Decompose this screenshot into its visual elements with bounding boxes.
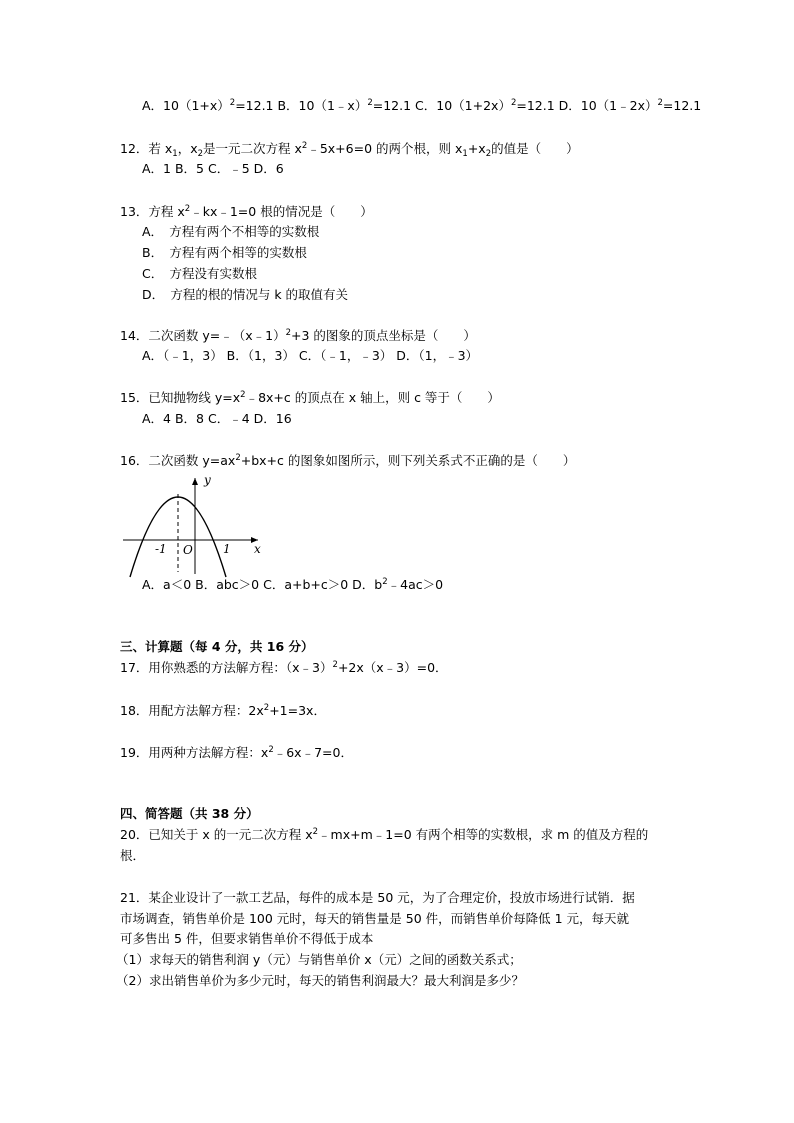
q21-line-3: 可多售出 5 件，但要求销售单价不得低于成本 xyxy=(120,931,374,946)
q15-stem: 15．已知抛物线 $y=x^2﹣8x+c$ 的顶点在 x 轴上，则 c 等于（ ） xyxy=(120,390,500,405)
tick-neg1-label: -1 xyxy=(155,542,167,556)
q16-stem: 16．二次函数 $y=ax^2+bx+c$ 的图象如图所示，则下列关系式不正确的是（ ） xyxy=(120,453,576,468)
q13-stem: 13．方程 $x^2﹣kx﹣1=0$ 根的情况是（ ） xyxy=(120,204,373,219)
y-axis-label: y xyxy=(204,473,211,487)
q20-line-2: 根． xyxy=(120,848,146,863)
q21-sub-1: （1）求每天的销售利润 y（元）与销售单价 x（元）之间的函数关系式； xyxy=(116,952,522,967)
x-axis-label: x xyxy=(254,542,261,556)
parabola-figure xyxy=(118,470,268,580)
q13-option-a: A． 方程有两个不相等的实数根 xyxy=(142,224,320,239)
q12-options: A．1 B．5 C．﹣5 D．6 xyxy=(142,161,284,176)
origin-label: O xyxy=(183,543,193,557)
q14-options: A．（﹣1，3） B．（1，3） C．（﹣1，﹣3） D．（1，﹣3） xyxy=(142,348,479,363)
q21-line-1: 21．某企业设计了一款工艺品，每件的成本是 50 元，为了合理定价，投放市场进行试销．据 xyxy=(120,890,635,905)
q19-stem: 19．用两种方法解方程：$x^2﹣6x﹣7=0$． xyxy=(120,745,353,760)
tick-1-label: 1 xyxy=(223,542,231,556)
q11-options: A．$10(1+x)^2=12.1$ B．10（1﹣x）$^2$=12.1 C．$10(1+2x)^2=12.1$ D．10（1﹣2x）$^2$=12.1 xyxy=(142,98,702,113)
q14-stem: 14．二次函数 y=﹣（x﹣1）$^2$+3 的图象的顶点坐标是（ ） xyxy=(120,328,476,343)
q13-option-c: C． 方程没有实数根 xyxy=(142,266,257,281)
q20-line-1: 20．已知关于 x 的一元二次方程 $x^2﹣mx+m﹣1=0$ 有两个相等的实数根，求 m 的值及方程的 xyxy=(120,827,649,842)
q16-options: A．a＜0 B．abc＞0 C．a+b+c＞0 D．$b^2﹣4ac>0$ xyxy=(142,577,444,592)
section-3-title: 三、计算题（每 4 分，共 16 分） xyxy=(120,639,314,654)
q18-stem: 18．用配方法解方程：$2x^2+1=3x$． xyxy=(120,703,326,718)
q21-sub-2: （2）求出销售单价为多少元时，每天的销售利润最大？最大利润是多少？ xyxy=(116,973,524,988)
q12-stem: 12．若 $x_1$，$x_2$是一元二次方程 $x^2﹣5x+6=0$ 的两个根，则 $x_1+x_2$的值是（ ） xyxy=(120,141,579,159)
q13-option-b: B． 方程有两个相等的实数根 xyxy=(142,245,307,260)
y-axis-arrow xyxy=(192,478,198,485)
q15-options: A．4 B．8 C．﹣4 D．16 xyxy=(142,411,292,426)
q17-stem: 17．用你熟悉的方法解方程：（x﹣3）$^2$+2x（x﹣3）=0． xyxy=(120,660,448,675)
q21-line-2: 市场调查，销售单价是 100 元时，每天的销售量是 50 件，而销售单价每降低 1 元，每天就 xyxy=(120,911,630,926)
section-4-title: 四、简答题（共 38 分） xyxy=(120,806,259,821)
q13-option-d: D． 方程的根的情况与 k 的取值有关 xyxy=(142,287,349,302)
